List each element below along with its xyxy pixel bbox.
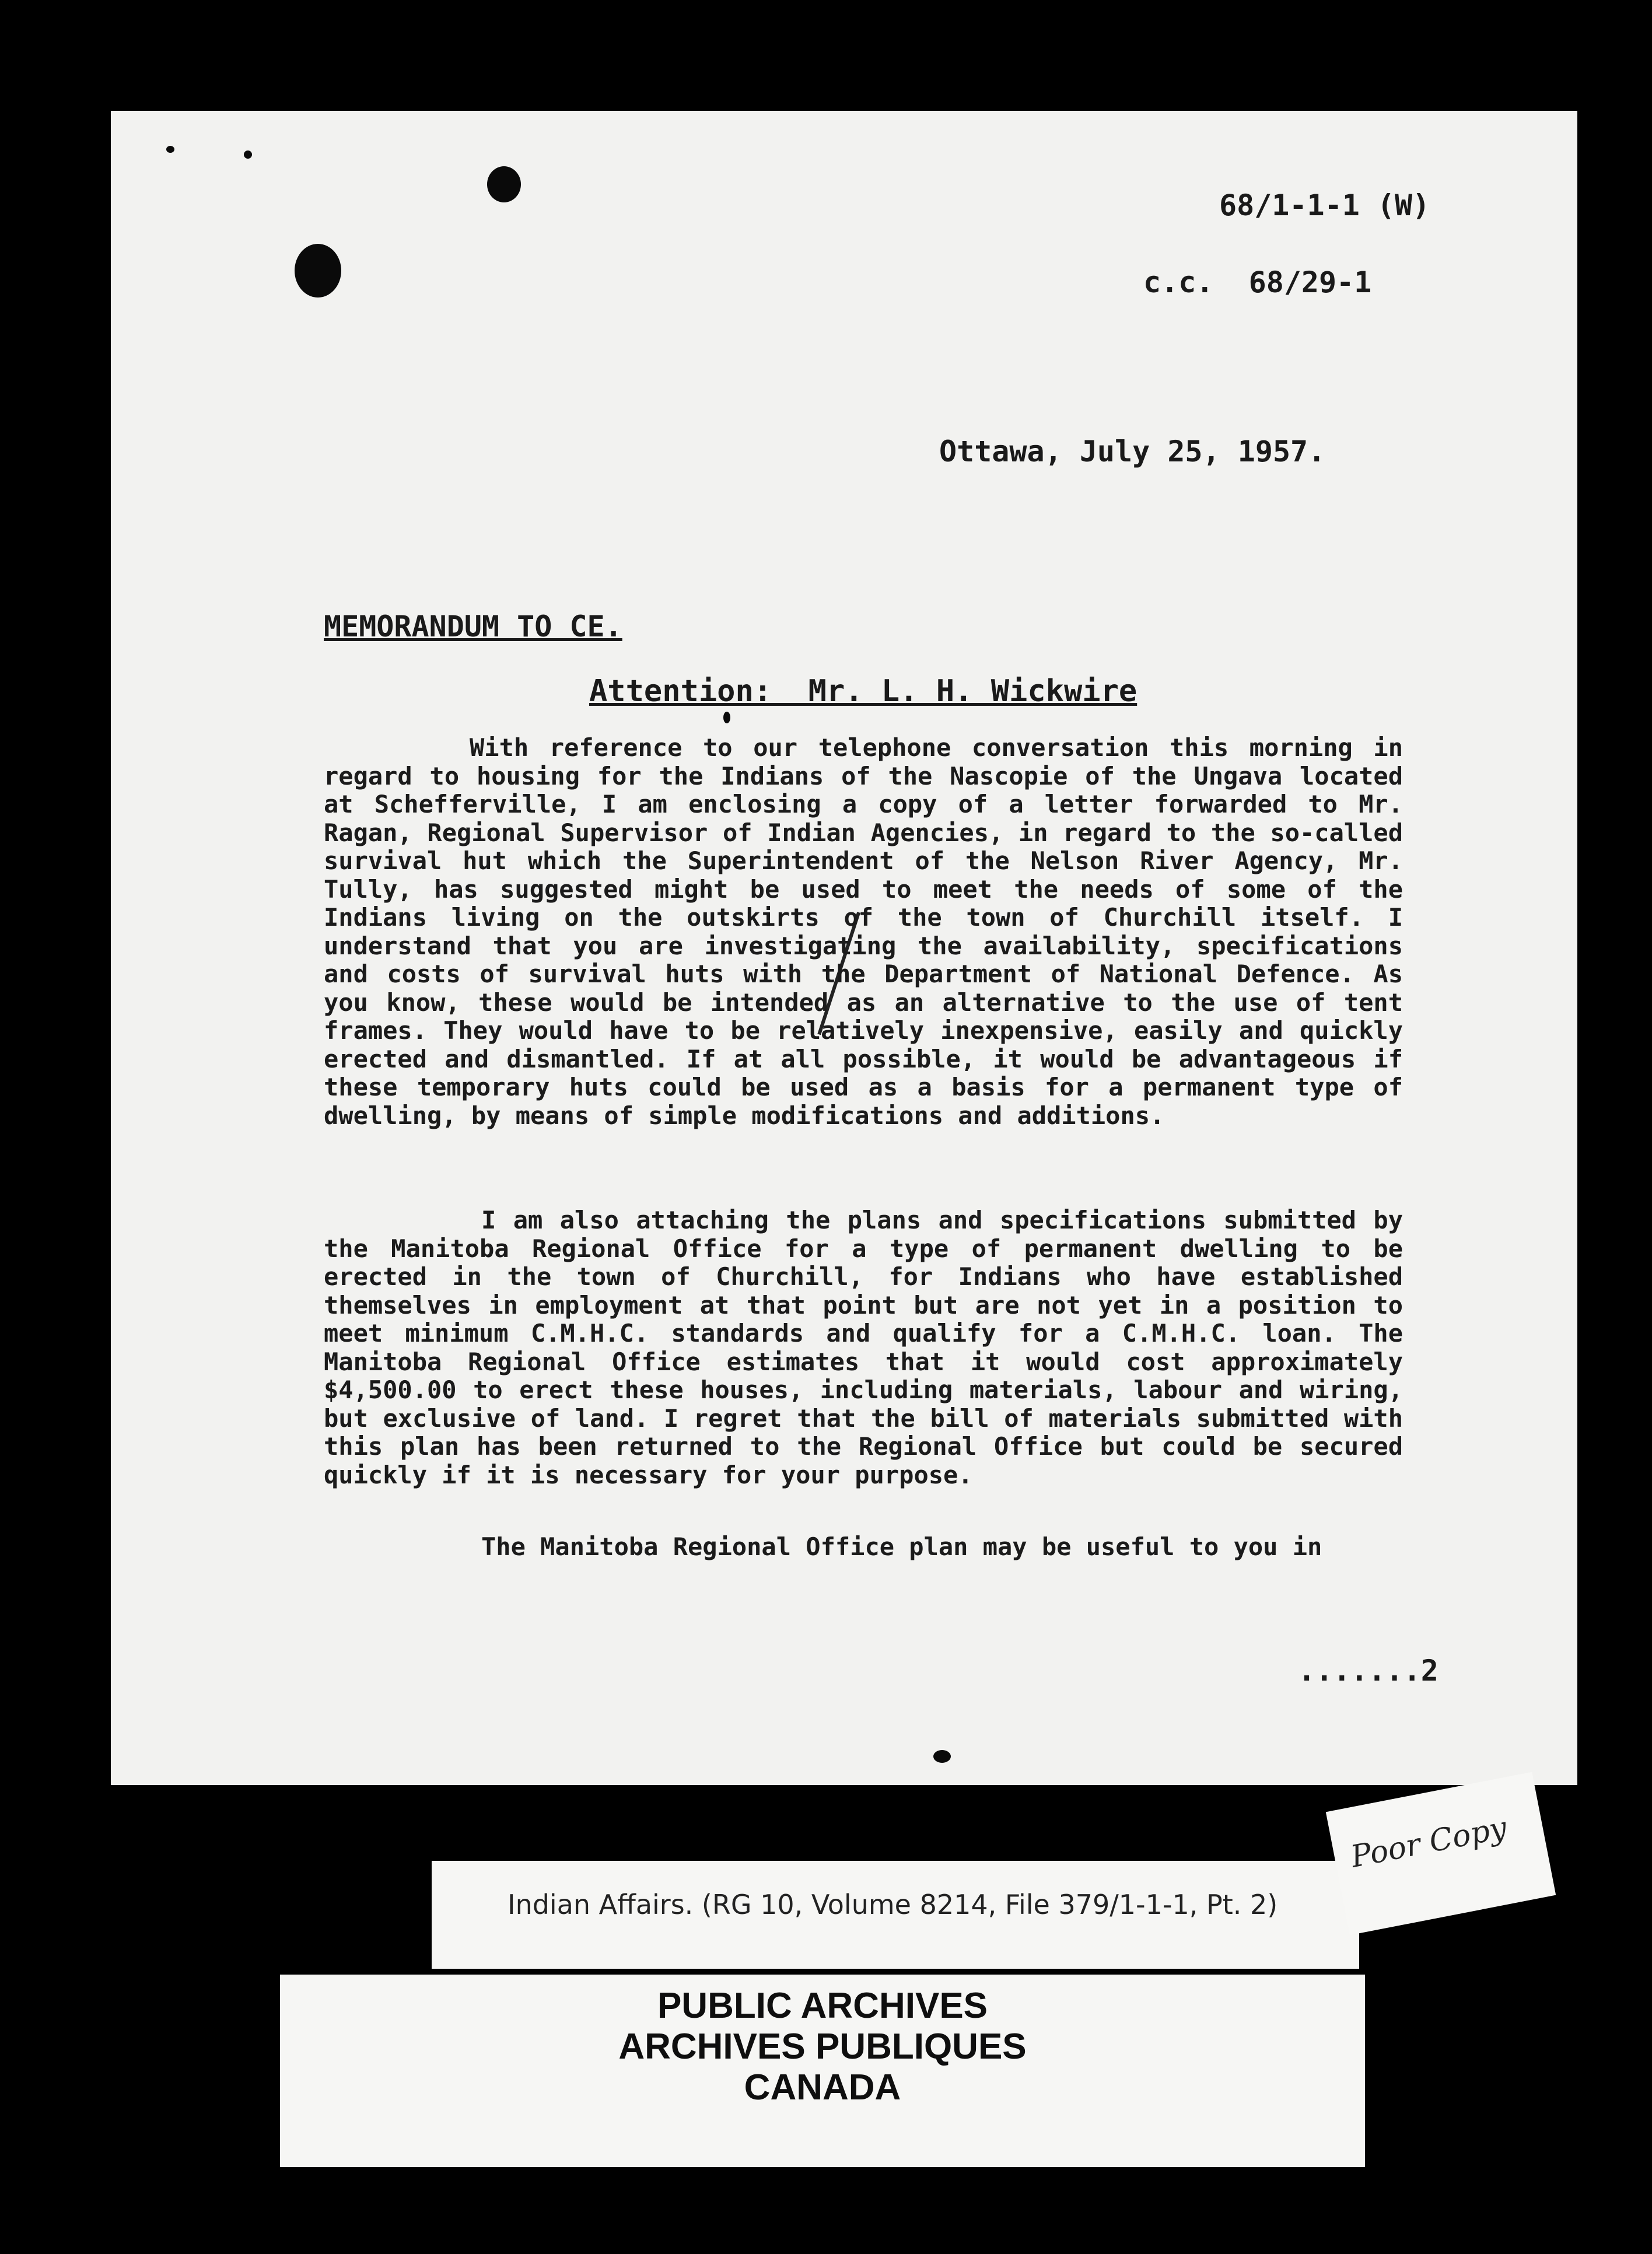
file-reference: 68/1-1-1 (W): [1219, 188, 1430, 222]
handwritten-note-slip: [1326, 1772, 1556, 1936]
archive-stamp-line-2: ARCHIVES PUBLIQUES: [618, 2027, 1027, 2067]
memo-heading: MEMORANDUM TO CE.: [324, 610, 622, 643]
page-continuation: .......2: [1298, 1654, 1438, 1688]
cc-reference: c.c. 68/29-1: [1143, 265, 1372, 299]
body-paragraph-3: The Manitoba Regional Office plan may be useful to you in: [481, 1532, 1322, 1561]
body-paragraph-2: I am also attaching the plans and specifications submitted by the Manitoba Regional Office for a type of permanent dwelling to be erected in the town of Churchill, for Indians who have established themselves in employment at that point but are not yet in a position to meet minimum C.M.H.C. standards and qualify for a C.M.H.C. loan. The Manitoba Regional Office estimates that it would cost approximately $4,500.00 to erect these houses, including materials, labour and wiring, but exclusive of land. I regret that the bill of materials submitted with this plan has been returned to the Regional Office but could be secured quickly if it is necessary for your purpose.: [324, 1206, 1403, 1489]
ink-speck: [723, 712, 730, 723]
archive-stamp: [280, 1975, 1365, 2167]
archive-stamp-line-1: PUBLIC ARCHIVES: [657, 1986, 988, 2026]
body-paragraph-1: With reference to our telephone conversation this morning in regard to housing for the Indians of the Nascopie of the Ungava located at Schefferville, I am enclosing a copy of a letter forwarded to Mr. Ragan, Regional Supervisor of Indian Agencies, in regard to the so-called survival hut which the Superintendent of the Nelson River Agency, Mr. Tully, has suggested might be used to meet the needs of some of the Indians living on the outskirts of the town of Churchill itself. I understand that you are investigating the availability, specifications and costs of survival huts with the Department of National Defence. As you know, these would be intended as an alternative to the use of tent frames. They would have to be relatively inexpensive, easily and quickly erected and dismantled. If at all possible, it would be advantageous if these temporary huts could be used as a basis for a permanent type of dwelling, by means of simple modifications and additions.: [324, 733, 1403, 1130]
attention-line: Attention: Mr. L. H. Wickwire: [589, 674, 1138, 709]
archive-citation-label: [432, 1861, 1359, 1969]
ink-speck: [933, 1750, 951, 1763]
handwritten-note: Poor Copy: [1348, 1810, 1510, 1875]
archive-citation: Indian Affairs. (RG 10, Volume 8214, File 379/1-1-1, Pt. 2): [508, 1889, 1278, 1920]
punch-hole-mark: [487, 166, 521, 202]
archive-stamp-line-3: CANADA: [744, 2067, 901, 2108]
ink-speck: [244, 150, 252, 159]
ink-speck: [166, 146, 174, 153]
date-line: Ottawa, July 25, 1957.: [939, 435, 1326, 468]
punch-hole-mark: [295, 244, 341, 298]
